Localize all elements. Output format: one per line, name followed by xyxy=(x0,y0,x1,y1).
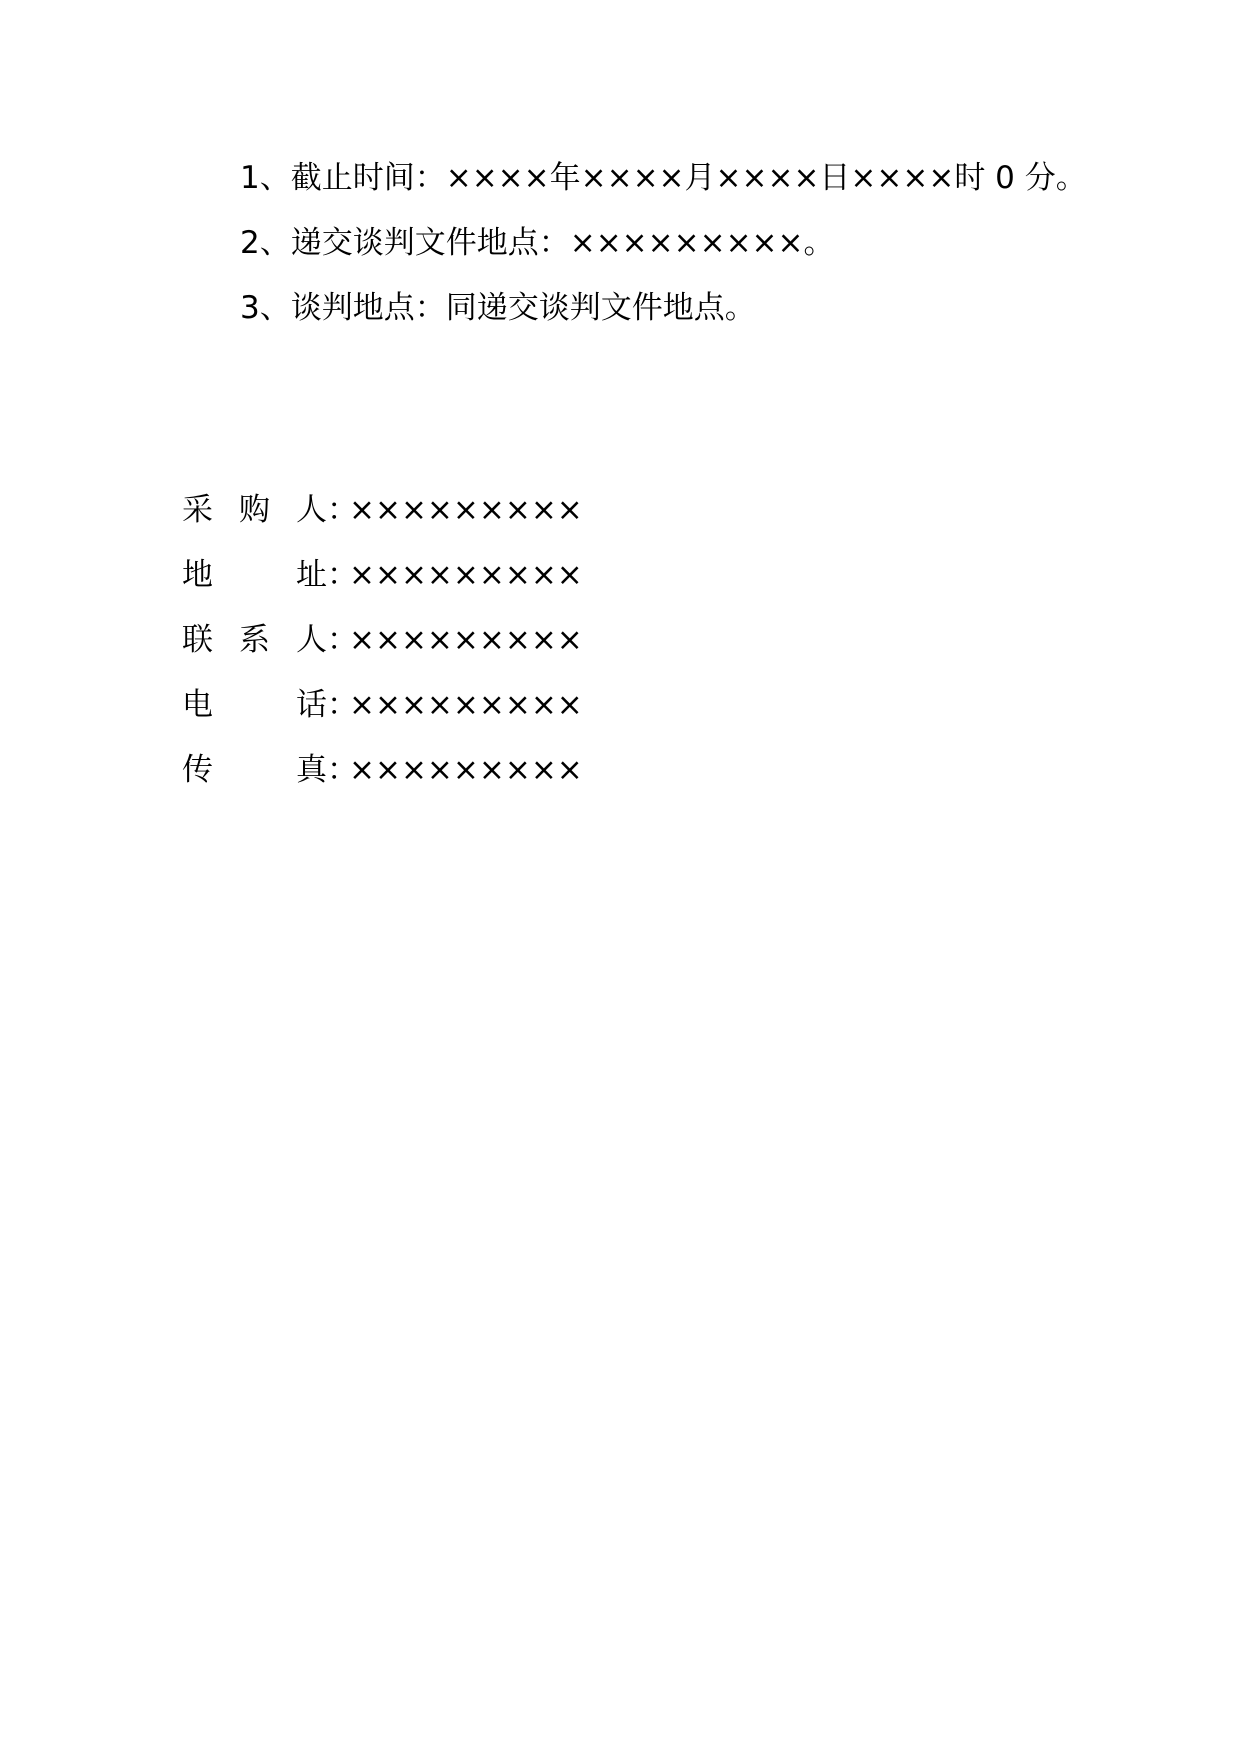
contact-row-contact-person xyxy=(182,620,583,660)
contact-separator: ： xyxy=(327,687,358,723)
contact-row-phone xyxy=(182,685,583,725)
contact-value-purchaser: ××××××××× xyxy=(349,492,583,528)
contact-row-address xyxy=(182,555,583,595)
contact-value-phone: ××××××××× xyxy=(349,687,583,723)
contact-label-address: 地址 xyxy=(182,557,327,593)
contact-separator: ： xyxy=(327,622,358,658)
contact-separator: ： xyxy=(327,557,358,593)
contact-label-fax: 传真 xyxy=(182,752,327,788)
contact-row-fax xyxy=(182,750,583,790)
contact-label-phone: 电话 xyxy=(182,687,327,723)
list-item-negotiation-location: 3、谈判地点：同递交谈判文件地点。 xyxy=(240,290,756,326)
contact-separator: ： xyxy=(327,492,358,528)
contact-value-fax: ××××××××× xyxy=(349,752,583,788)
contact-block xyxy=(182,490,583,815)
contact-label-purchaser: 采购人 xyxy=(182,492,327,528)
contact-value-address: ××××××××× xyxy=(349,557,583,593)
contact-row-purchaser xyxy=(182,490,583,530)
contact-label-contact-person: 联系人 xyxy=(182,622,327,658)
contact-value-contact-person: ××××××××× xyxy=(349,622,583,658)
list-item-deadline: 1、截止时间：××××年××××月××××日××××时 0 分。 xyxy=(240,160,1087,196)
numbered-list xyxy=(240,158,1087,353)
contact-separator: ： xyxy=(327,752,358,788)
list-item-submission-location: 2、递交谈判文件地点：×××××××××。 xyxy=(240,225,835,261)
